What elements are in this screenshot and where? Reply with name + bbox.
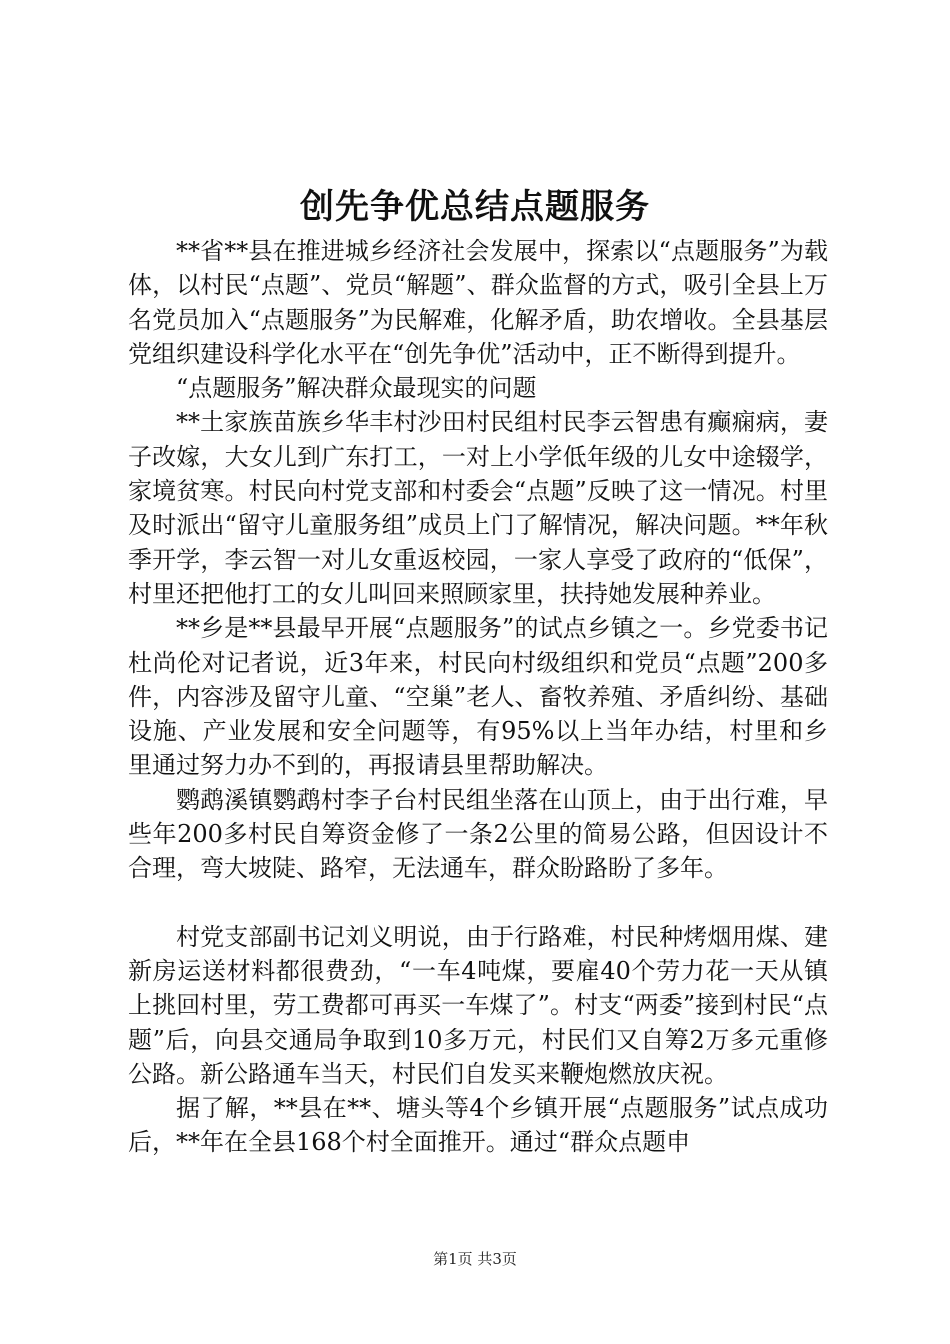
- paragraph-county-rollout: 据了解，**县在**、塘头等4个乡镇开展“点题服务”试点成功后，**年在全县168个村全面推开。通过“群众点题申: [128, 1094, 828, 1157]
- section-heading: “点题服务”解决群众最现实的问题: [176, 374, 537, 403]
- paragraph-intro: **省**县在推进城乡经济社会发展中，探索以“点题服务”为载体，以村民“点题”、党员“解题”、群众监督的方式，吸引全县上万名党员加入“点题服务”为民解难，化解矛盾，助农增收。全县基层党组织建设科学化水平在“创先争优”活动中，正不断得到提升。: [128, 237, 828, 368]
- paragraph-road-solution: 村党支部副书记刘义明说，由于行路难，村民种烤烟用煤、建新房运送材料都很费劲，“一车4吨煤，要雇40个劳力花一天从镇上挑回村里，劳工费都可再买一车煤了”。村支“两委”接到村民“点题”后，向县交通局争取到10多万元，村民们又自筹2万多元重修公路。新公路通车当天，村民们自发买来鞭炮燃放庆祝。: [128, 922, 828, 1088]
- paragraph-pilot-township: **乡是**县最早开展“点题服务”的试点乡镇之一。乡党委书记杜尚伦对记者说，近3年来，村民向村级组织和党员“点题”200多件，内容涉及留守儿童、“空巢”老人、畜牧养殖、矛盾纠纷、基础设施、产业发展和安全问题等，有95%以上当年办结，村里和乡里通过努力办不到的，再报请县里帮助解决。: [128, 614, 828, 780]
- document-title: 创先争优总结点题服务: [300, 187, 650, 227]
- paragraph-case-li-yunzhi: **土家族苗族乡华丰村沙田村民组村民李云智患有癫痫病，妻子改嫁，大女儿到广东打工，一对上小学低年级的儿女中途辍学，家境贫寒。村民向村党支部和村委会“点题”反映了这一情况。村里及时派出“留守儿童服务组”成员上门了解情况，解决问题。**年秋季开学，李云智一对儿女重返校园，一家人享受了政府的“低保”，村里还把他打工的女儿叫回来照顾家里，扶持她发展种养业。: [128, 408, 828, 608]
- document-body: [128, 234, 828, 1160]
- paragraph-road-problem: 鹦鹉溪镇鹦鹉村李子台村民组坐落在山顶上，由于出行难，早些年200多村民自筹资金修了一条2公里的简易公路，但因设计不合理，弯大坡陡、路窄，无法通车，群众盼路盼了多年。: [128, 785, 828, 883]
- page-number: 第1页 共3页: [433, 1250, 517, 1268]
